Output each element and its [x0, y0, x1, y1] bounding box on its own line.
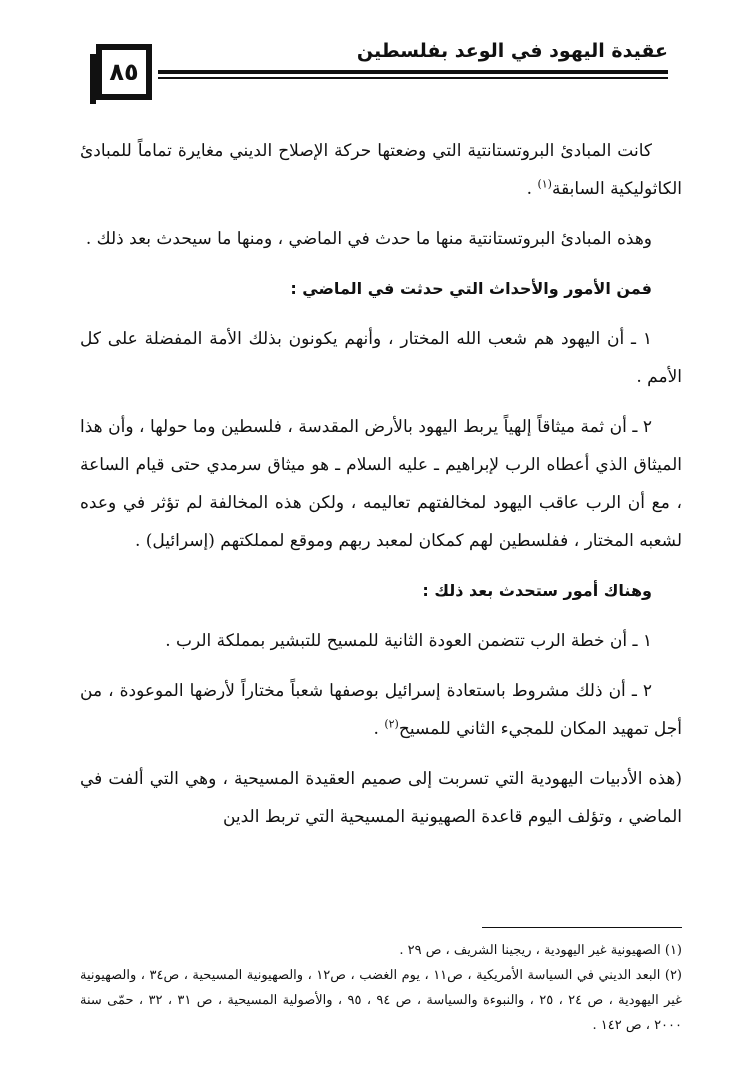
paragraph-3: ١ ـ أن اليهود هم شعب الله المختار ، وأنهم يكونون بذلك الأمة المفضلة على كل الأمم .	[80, 329, 682, 387]
footnotes	[80, 938, 682, 1038]
footnote-ref-2: (٢)	[384, 717, 399, 731]
footnote-2: (٢) البعد الديني في السياسة الأمريكية ، ص١١ ، يوم الغضب ، ص١٢ ، والصهيونية المسيحية ، ص٣٤ ، والصهيونية غير اليهودية ، ص ٢٤ ، ٢٥ ، والنبوءة والسياسة ، ص ٩٤ ، ٩٥ ، والأصولية المسيحية ، ص ٣١ ، ٣٢ ، حمّى سنة ٢٠٠٠ ، ص ١٤٢ .	[80, 968, 682, 1033]
paragraph-6-text: ٢ ـ أن ذلك مشروط باستعادة إسرائيل بوصفها شعباً مختاراً لأرضها الموعودة ، من أجل تمهيد المكان للمجيء الثاني للمسيح	[80, 681, 682, 739]
page-header	[0, 0, 748, 110]
header-rule-thick	[158, 70, 668, 74]
running-title: عقيدة اليهود في الوعد بفلسطين	[356, 40, 668, 62]
paragraph-1	[80, 132, 682, 208]
paragraph-5: ١ ـ أن خطة الرب تتضمن العودة الثانية للمسيح للتبشير بمملكة الرب .	[165, 631, 652, 651]
footnote-ref-1: (١)	[537, 177, 552, 191]
paragraph-4: ٢ ـ أن ثمة ميثاقاً إلهياً يربط اليهود بالأرض المقدسة ، فلسطين وما حولها ، وأن هذا الميثاق الذي أعطاه الرب لإبراهيم ـ عليه السلام ـ هو ميثاق سرمدي حتى قيام الساعة ، مع أن الرب عاقب اليهود لمخالفتهم تعاليمه ، ولكن هذه المخالفة لم تؤثر في وعده لشعبه المختار ، ففلسطين لهم كمكان لمعبد ربهم وموقع لمملكتهم (إسرائيل) .	[80, 417, 682, 551]
heading-past-events: فمن الأمور والأحداث التي حدثت في الماضي :	[290, 279, 652, 298]
heading-future-events: وهناك أمور ستحدث بعد ذلك :	[422, 581, 652, 600]
paragraph-6	[80, 672, 682, 748]
header-rule-thin	[158, 77, 668, 79]
paragraph-6-end: .	[373, 719, 385, 739]
paragraph-1-end: .	[526, 179, 538, 199]
paragraph-7: (هذه الأدبيات اليهودية التي تسربت إلى صميم العقيدة المسيحية ، وهي التي ألفت في الماضي ، وتؤلف اليوم قاعدة الصهيونية المسيحية التي تربط الدين	[80, 769, 682, 827]
body-text	[80, 132, 682, 848]
page-number: ٨٥	[96, 44, 152, 100]
footnote-1: (١) الصهيونية غير اليهودية ، ريجينا الشريف ، ص ٢٩ .	[399, 943, 682, 958]
footnote-separator	[482, 927, 682, 928]
paragraph-2: وهذه المبادئ البروتستانتية منها ما حدث في الماضي ، ومنها ما سيحدث بعد ذلك .	[85, 229, 652, 249]
paragraph-1-text: كانت المبادئ البروتستانتية التي وضعتها حركة الإصلاح الديني مغايرة تماماً للمبادئ الكاثوليكية السابقة	[80, 141, 682, 199]
